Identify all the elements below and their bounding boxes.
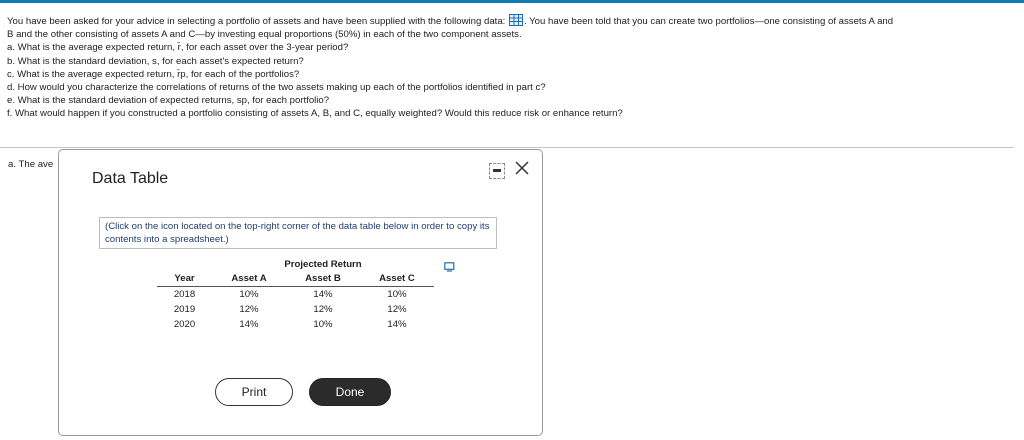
column-header: Year bbox=[157, 271, 212, 287]
table-cell: 12% bbox=[387, 304, 407, 315]
table-cell: 14% bbox=[387, 319, 407, 330]
table-cell: 2018 bbox=[173, 289, 196, 300]
column-header: Asset B bbox=[286, 271, 360, 287]
copy-to-spreadsheet-icon[interactable] bbox=[444, 259, 455, 269]
table-cell: 12% bbox=[313, 304, 333, 315]
data-table-icon[interactable] bbox=[509, 14, 523, 26]
question-part-f: f. What would happen if you constructed a portfolio consisting of assets A, B, and C, equally weighted? Would this reduce risk or enhance return? bbox=[7, 108, 623, 120]
table-row bbox=[157, 287, 434, 303]
table-cell: 14% bbox=[313, 289, 333, 300]
question-line-2: B and the other consisting of assets A and C—by investing equal proportions (50%) in each of the two component assets. bbox=[7, 29, 522, 41]
question-part-d: d. How would you characterize the correlations of returns of the two assets making up each of the portfolios identified in part c? bbox=[7, 82, 546, 94]
question-part-e: e. What is the standard deviation of expected returns, sp, for each portfolio? bbox=[7, 95, 330, 107]
close-button[interactable] bbox=[513, 159, 531, 177]
question-part-b: b. What is the standard deviation, s, for each asset's expected return? bbox=[7, 55, 304, 67]
question-text bbox=[7, 14, 1015, 121]
table-cell: 2020 bbox=[173, 319, 196, 330]
question-part-a: a. What is the average expected return, r̄, for each asset over the 3-year period? bbox=[7, 42, 349, 54]
table-cell: 14% bbox=[239, 319, 259, 330]
table-cell: 2019 bbox=[173, 304, 196, 315]
table-cell: 10% bbox=[239, 289, 259, 300]
done-button[interactable]: Done bbox=[309, 378, 391, 406]
question-part-c: c. What is the average expected return, r̄p, for each of the portfolios? bbox=[7, 68, 300, 80]
table-row bbox=[157, 302, 434, 317]
table-cell: 12% bbox=[239, 304, 259, 315]
table-cell: 10% bbox=[313, 319, 333, 330]
answer-a-label: a. The ave bbox=[8, 159, 54, 170]
column-header: Asset C bbox=[360, 271, 434, 287]
dialog-title: Data Table bbox=[92, 170, 169, 187]
column-header: Asset A bbox=[212, 271, 286, 287]
minimize-button[interactable] bbox=[489, 163, 505, 179]
copy-instructions: (Click on the icon located on the top-right corner of the data table below in order to copy its contents into a spreadsheet.) bbox=[99, 217, 497, 249]
question-intro-continued: . You have been told that you can create two portfolios—one consisting of assets A and bbox=[524, 16, 894, 27]
print-button[interactable]: Print bbox=[215, 378, 293, 406]
close-icon bbox=[513, 159, 531, 177]
group-header: Projected Return bbox=[284, 258, 362, 270]
projected-return-table bbox=[157, 257, 434, 332]
top-accent-bar bbox=[0, 0, 1024, 3]
table-row bbox=[157, 317, 434, 332]
table-cell: 10% bbox=[387, 289, 407, 300]
data-table-dialog bbox=[58, 149, 543, 436]
question-intro: You have been asked for your advice in selecting a portfolio of assets and have been supplied with the following data: bbox=[7, 16, 506, 27]
minimize-icon bbox=[493, 169, 501, 172]
section-divider bbox=[0, 147, 1014, 148]
